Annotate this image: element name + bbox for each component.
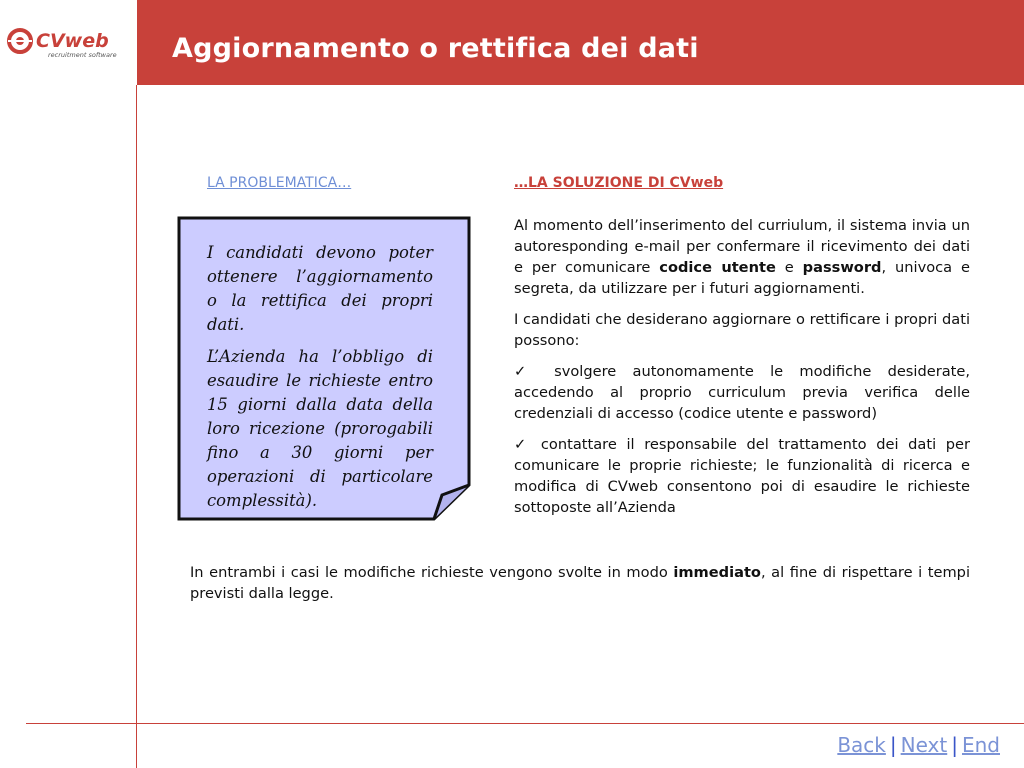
bullet-item: ✓ contattare il responsabile del trattamento dei dati per comunicare le proprie richieste; le funzionalità di ricerca e modifica di CVweb consentono poi di esaudire le richieste sottoposte all’Azienda: [514, 436, 971, 516]
next-link[interactable]: Next: [900, 733, 948, 757]
problem-paragraph: L’Azienda ha l’obbligo di esaudire le richieste entro 15 giorni dalla data della loro ricezione (prorogabili fino a 30 giorni per operazioni di particolare complessità).: [207, 347, 433, 510]
bold-term: immediato: [673, 564, 761, 581]
summary-text: In entrambi i casi le modifiche richieste vengono svolte in modo immediato, al fine di rispettare i tempi previsti dalla legge.: [190, 564, 970, 602]
note-text: [207, 241, 433, 521]
checkmark-icon: ✓: [514, 436, 532, 453]
page-title: Aggiornamento o rettifica dei dati: [172, 33, 699, 64]
solution-paragraph: Al momento dell’inserimento del curriulum, il sistema invia un autoresponding e-mail per confermare il ricevimento dei dati e per comunicare codice utente e password, univoca e segreta, da utilizzare per i futuri aggiornamenti.: [514, 217, 971, 297]
end-link[interactable]: End: [961, 733, 1000, 757]
checkmark-icon: ✓: [514, 363, 538, 380]
nav-separator: |: [951, 733, 958, 757]
logo-text: CVweb: [36, 30, 109, 52]
solution-paragraph: I candidati che desiderano aggiornare o rettificare i propri dati possono:: [514, 311, 970, 349]
back-link[interactable]: Back: [837, 733, 886, 757]
bullet-item: ✓ svolgere autonomamente le modifiche desiderate, accedendo al proprio curriculum previa verifica delle credenziali di accesso (codice utente e password): [514, 363, 970, 422]
horizontal-divider: [26, 723, 1024, 724]
cvweb-logo: [6, 24, 132, 64]
logo-subtitle: recruitment software: [48, 51, 117, 59]
vertical-divider: [136, 85, 137, 768]
problem-paragraph: I candidati devono poter ottenere l’aggiornamento o la rettifica dei propri dati.: [207, 243, 433, 334]
bold-term: codice utente: [659, 259, 776, 276]
bold-term: password: [802, 259, 882, 276]
solution-text: [514, 215, 970, 528]
problem-heading: LA PROBLEMATICA…: [207, 175, 352, 191]
nav-links: [837, 733, 1000, 757]
nav-separator: |: [889, 733, 897, 757]
solution-heading: …LA SOLUZIONE DI CVweb: [514, 175, 724, 191]
